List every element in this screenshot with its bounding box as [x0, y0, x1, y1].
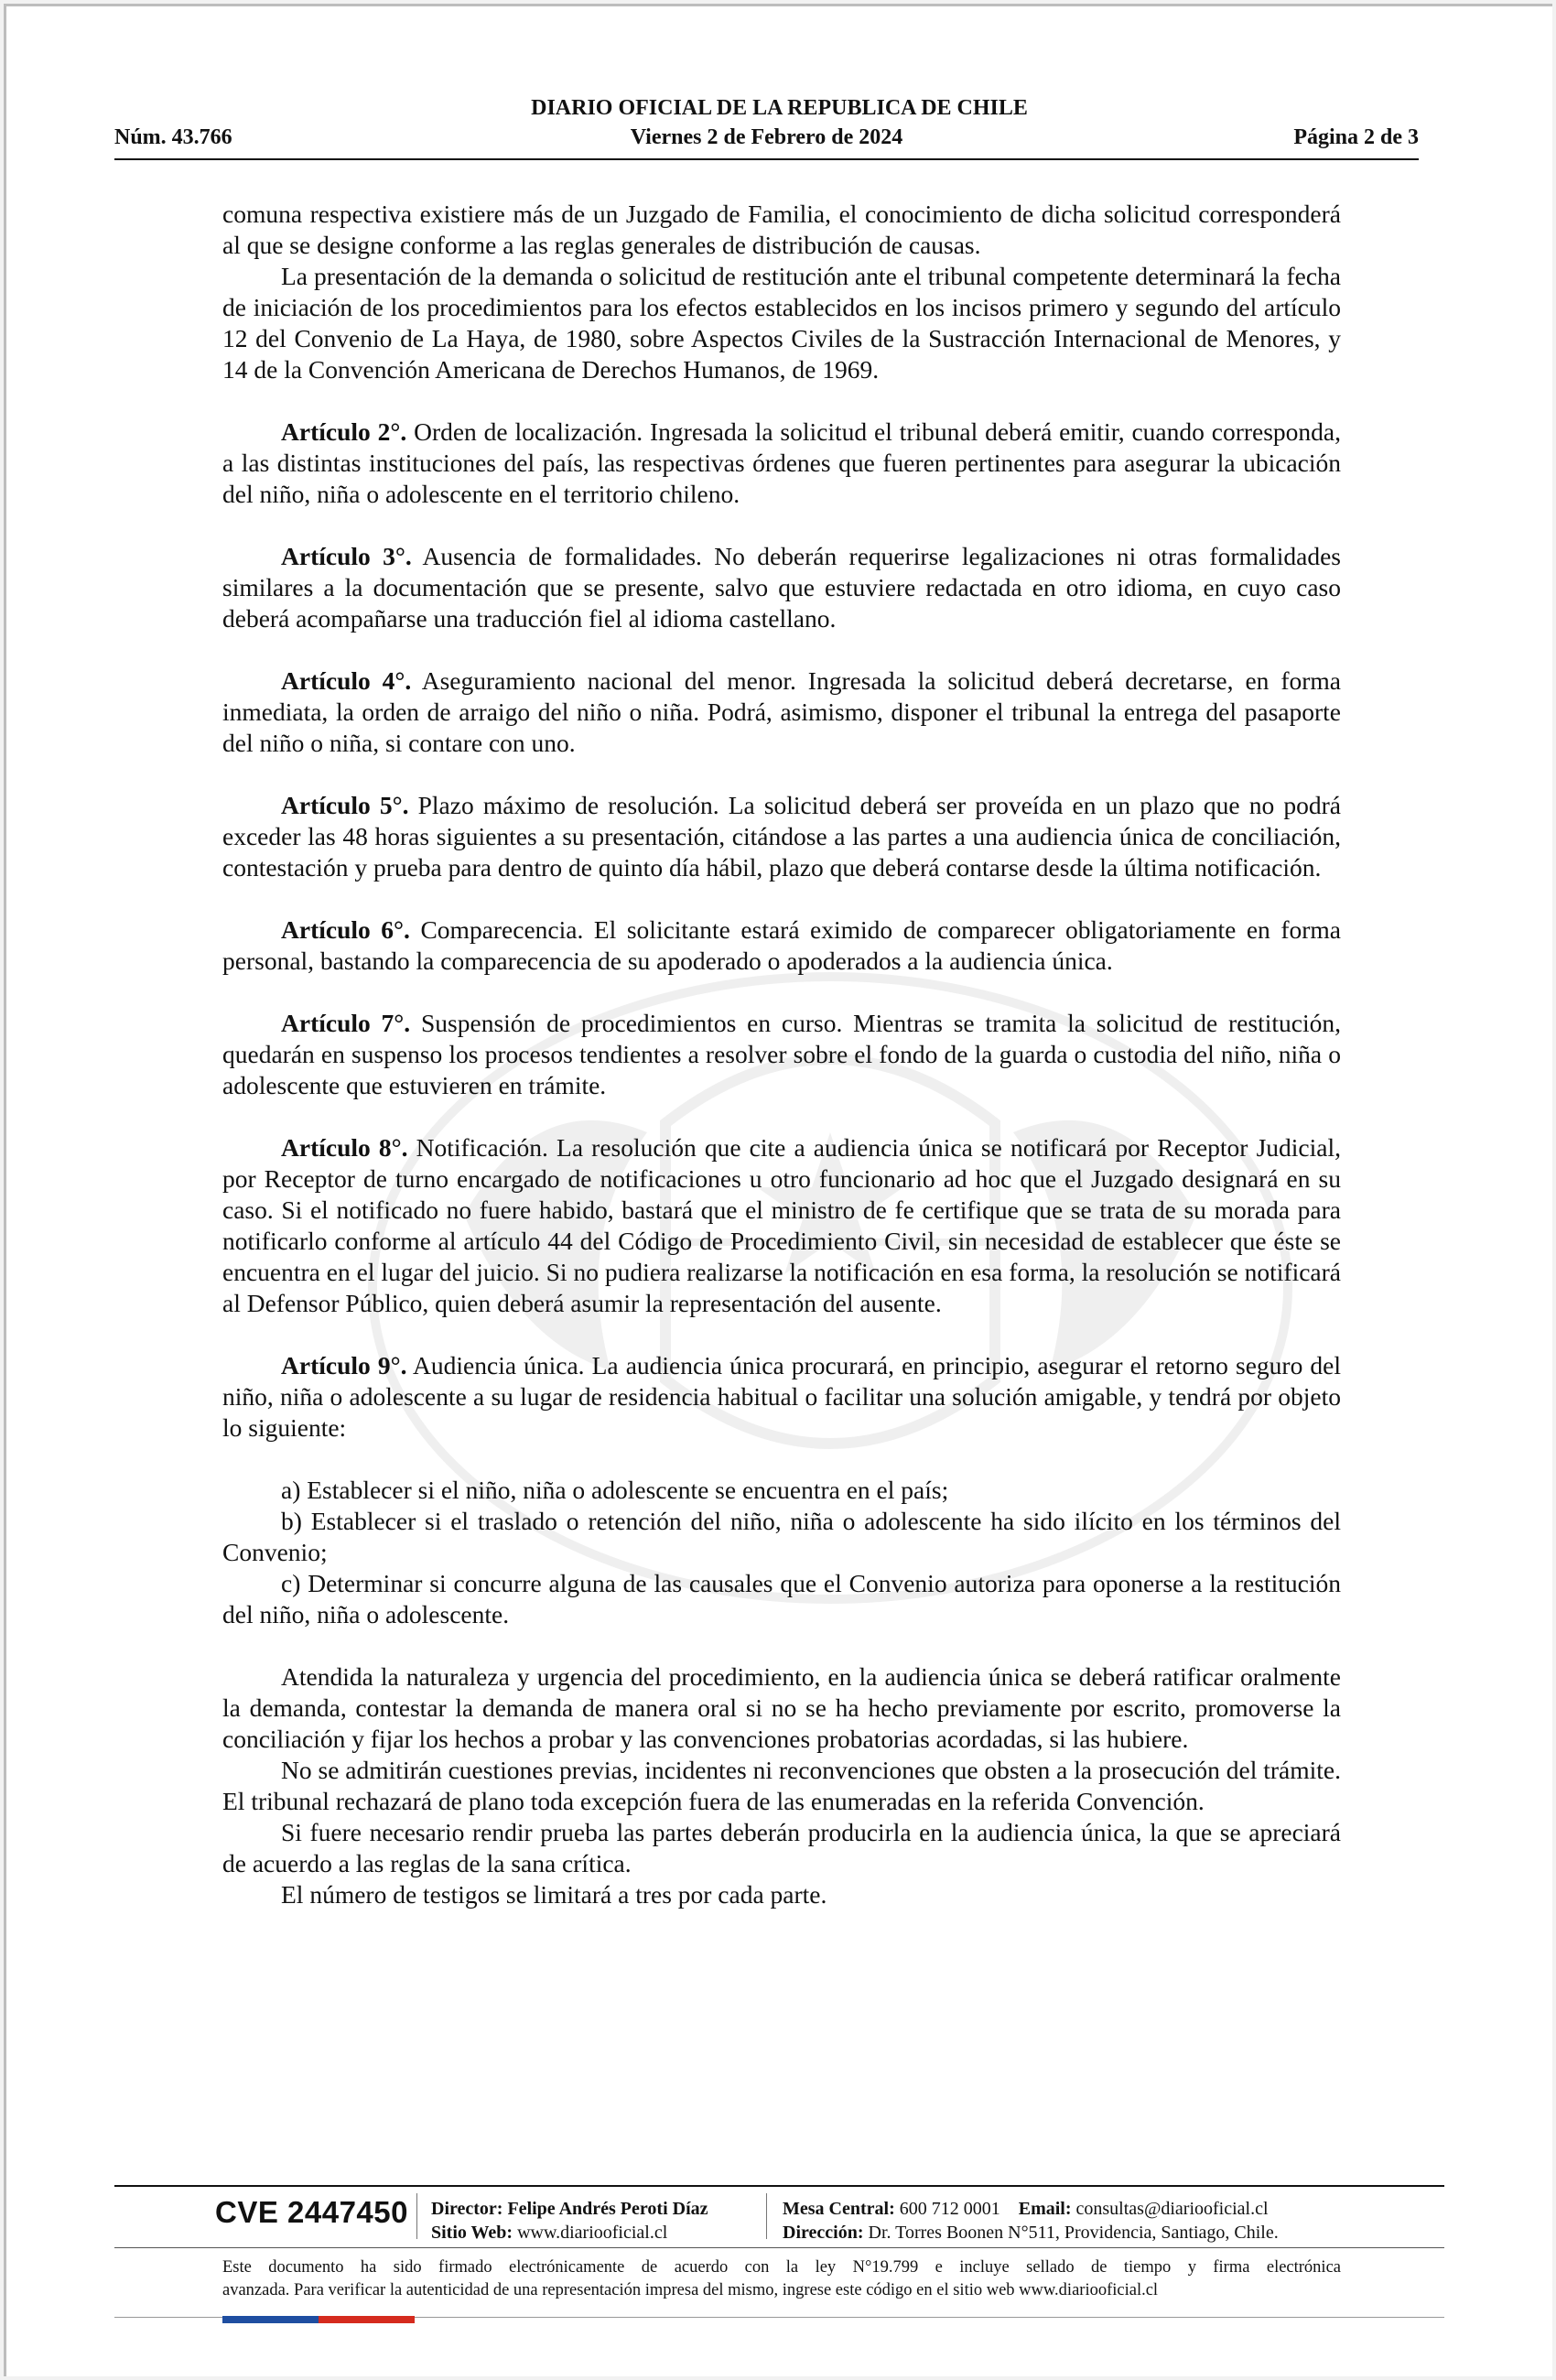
article-6: [222, 914, 1341, 977]
header-row: [114, 125, 1419, 153]
article-9-label: Artículo 9°.: [281, 1351, 407, 1379]
director-name: Felipe Andrés Peroti Díaz: [507, 2199, 708, 2219]
list-item-a: a) Establecer si el niño, niña o adolescente se encuentra en el país;: [281, 1476, 949, 1504]
article-9: [222, 1350, 1341, 1444]
signature-note-line-2: avanzada. Para verificar la autenticidad de una representación impresa del mismo, ingrese este código en el sitio web www.diariooficial.cl: [222, 2281, 1159, 2299]
cve-code: CVE 2447450: [215, 2195, 408, 2229]
issue-number: Núm. 43.766: [114, 125, 232, 149]
article-4-text: Aseguramiento nacional del menor. Ingresada la solicitud deberá decretarse, en forma inmediata, la orden de arraigo del niño o niña. Podrá, asimismo, disponer el tribunal la entrega del pasaporte del niño o niña, si contare con uno.: [222, 666, 1341, 757]
article-3: [222, 541, 1341, 634]
issue-date: Viernes 2 de Febrero de 2024: [630, 125, 903, 149]
chile-flag-bar: [222, 2316, 415, 2323]
paragraph-presentation: La presentación de la demanda o solicitud de restitución ante el tribunal competente determinará la fecha de iniciación de los procedimientos para los efectos establecidos en los incisos primero y segundo del artículo 12 del Convenio de La Haya, de 1980, sobre Aspectos Civiles de la Sustracción Internacional de Menores, y 14 de la Convención Americana de Derechos Humanos, de 1969.: [222, 262, 1341, 384]
list-item-c: c) Determinar si concurre alguna de las causales que el Convenio autoriza para oponerse a la restitución del niño, niña o adolescente.: [222, 1569, 1341, 1628]
footer-separator: [766, 2193, 767, 2239]
article-6-text: Comparecencia. El solicitante estará eximido de comparecer obligatoriamente en forma personal, bastando la comparecencia de su apoderado o apoderados a la audiencia única.: [222, 915, 1341, 975]
article-7-text: Suspensión de procedimientos en curso. Mientras se tramita la solicitud de restitución, quedarán en suspenso los procesos tendientes a resolver sobre el fondo de la guarda o custodia del niño, niña o adolescente que estuvieren en trámite.: [222, 1009, 1341, 1099]
signature-note: [222, 2256, 1341, 2302]
article-6-label: Artículo 6°.: [281, 915, 410, 944]
address-text: Dr. Torres Boonen N°511, Providencia, Santiago, Chile.: [868, 2223, 1279, 2243]
article-5: [222, 790, 1341, 883]
flag-blue-segment: [222, 2316, 319, 2323]
footer-separator: [416, 2193, 417, 2239]
document-body: [222, 199, 1341, 1910]
web-label: Sitio Web:: [431, 2223, 513, 2243]
page-indicator: Página 2 de 3: [1293, 125, 1419, 149]
article-7: [222, 1008, 1341, 1101]
address-label: Dirección:: [783, 2223, 864, 2243]
paragraph-atendida: Atendida la naturaleza y urgencia del procedimiento, en la audiencia única se deberá ratificar oralmente la demanda, contestar la demanda de manera oral si no se ha hecho previamente por escrito, promoverse la conciliación y fijar los hechos a probar y las convenciones probatorias acordadas, si las hubiere.: [222, 1662, 1341, 1753]
footer-contact-column: [783, 2197, 1279, 2245]
header-divider: [114, 158, 1419, 160]
article-5-text: Plazo máximo de resolución. La solicitud deberá ser proveída en un plazo que no podrá exceder las 48 horas siguientes a su presentación, citándose a las partes a una audiencia única de conciliación, contestación y prueba para dentro de quinto día hábil, plazo que deberá contarse desde la última notificación.: [222, 791, 1341, 882]
article-2: [222, 416, 1341, 510]
article-4-label: Artículo 4°.: [281, 666, 412, 695]
web-link[interactable]: www.diariooficial.cl: [517, 2223, 668, 2243]
paragraph-continuation: comuna respectiva existiere más de un Juzgado de Familia, el conocimiento de dicha solicitud corresponderá al que se designe conforme a las reglas generales de distribución de causas.: [222, 200, 1341, 259]
article-2-text: Orden de localización. Ingresada la solicitud el tribunal deberá emitir, cuando corresponda, a las distintas instituciones del país, las respectivas órdenes que fueren pertinentes para asegurar la ubicación del niño, niña o adolescente en el territorio chileno.: [222, 417, 1341, 508]
list-item-b: b) Establecer si el traslado o retención del niño, niña o adolescente ha sido ilícito en los términos del Convenio;: [222, 1507, 1341, 1566]
article-3-label: Artículo 3°.: [281, 542, 412, 570]
mesa-phone: 600 712 0001: [899, 2199, 1000, 2219]
director-label: Director:: [431, 2199, 503, 2219]
article-5-label: Artículo 5°.: [281, 791, 409, 819]
paragraph-no-admitiran: No se admitirán cuestiones previas, incidentes ni reconvenciones que obsten a la prosecución del trámite. El tribunal rechazará de plano toda excepción fuera de las enumeradas en la referida Convención.: [222, 1756, 1341, 1815]
footer-info: [114, 2190, 1444, 2241]
article-3-text: Ausencia de formalidades. No deberán requerirse legalizaciones ni otras formalidades similares a la documentación que se presente, salvo que estuviere redactada en otro idioma, en cuyo caso deberá acompañarse una traducción fiel al idioma castellano.: [222, 542, 1341, 633]
mesa-label: Mesa Central:: [783, 2199, 895, 2219]
email-link[interactable]: consultas@diariooficial.cl: [1075, 2199, 1269, 2219]
article-8: [222, 1132, 1341, 1319]
paragraph-testigos: El número de testigos se limitará a tres por cada parte.: [281, 1880, 827, 1909]
footer-divider: [114, 2185, 1444, 2187]
paragraph-prueba: Si fuere necesario rendir prueba las partes deberán producirla en la audiencia única, la que se apreciará de acuerdo a las reglas de la sana crítica.: [222, 1818, 1341, 1877]
document-page: [4, 4, 1552, 2376]
article-4: [222, 665, 1341, 759]
signature-note-line-1: Este documento ha sido firmado electrónicamente de acuerdo con la ley N°19.799 e incluye sellado de tiempo y firma electrónica: [222, 2258, 1341, 2277]
article-9-text: Audiencia única. La audiencia única procurará, en principio, asegurar el retorno seguro del niño, niña o adolescente a su lugar de residencia habitual o facilitar una solución amigable, y tendrá por objeto lo siguiente:: [222, 1351, 1341, 1442]
newspaper-title: DIARIO OFICIAL DE LA REPUBLICA DE CHILE: [531, 96, 1028, 120]
footer-director-column: [431, 2197, 708, 2245]
article-7-label: Artículo 7°.: [281, 1009, 411, 1037]
footer-divider: [114, 2247, 1444, 2248]
flag-red-segment: [319, 2316, 415, 2323]
article-2-label: Artículo 2°.: [281, 417, 407, 446]
article-8-text: Notificación. La resolución que cite a audiencia única se notificará por Receptor Judicial, por Receptor de turno encargado de notificaciones u otro funcionario ad hoc que el Juzgado designará en su caso. Si el notificado no fuere habido, bastará que el ministro de fe certifique que se trata de su morada para notificarlo conforme al artículo 44 del Código de Procedimiento Civil, sin necesidad de establecer que éste se encuentra en el lugar del juicio. Si no pudiera realizarse la notificación en esa forma, la resolución se notificará al Defensor Público, quien deberá asumir la representación del ausente.: [222, 1133, 1341, 1317]
article-8-label: Artículo 8°.: [281, 1133, 408, 1162]
email-label: Email:: [1018, 2199, 1072, 2219]
